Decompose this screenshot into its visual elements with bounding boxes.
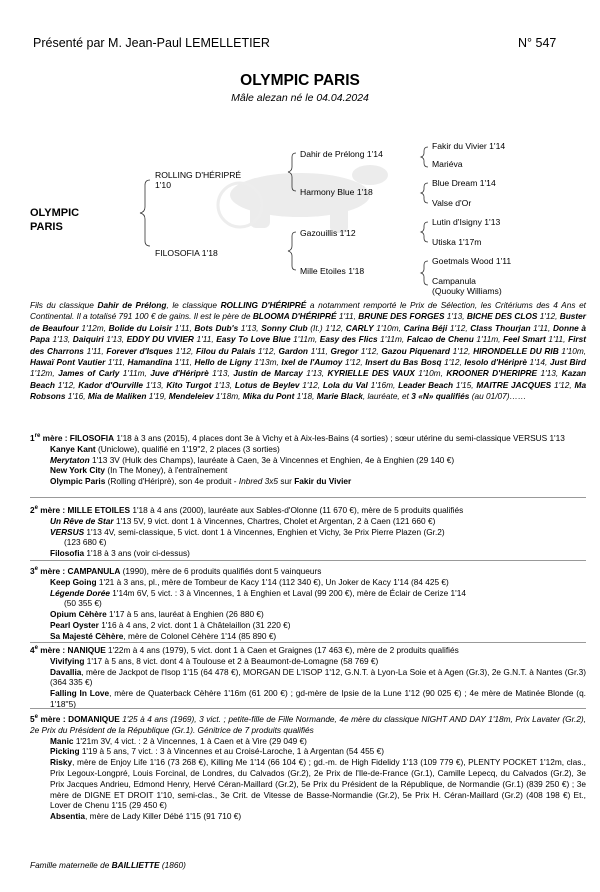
dsd: Utiska 1'17m	[432, 237, 482, 247]
sire-dam: Harmony Blue 1'18	[300, 187, 373, 197]
dam-name: FILOSOFIA 1'18	[155, 248, 218, 258]
sdd: Valse d'Or	[432, 198, 472, 208]
intro-paragraph: Fils du classique Dahir de Prélong, le classique ROLLING D'HÉRIPRÉ a notamment remporté le Prix de Sélection, les Critériums des 4 Ans et Continental. Il a totalisé 791 100 € de gains. Il est le père de BLOOMA D'HÉRIPRÉ 1'11, BRUNE DES FORGES 1'13, BICHE DES CLOS 1'12, Buster de Beaufour 1'12m, Bolide du Loisir 1'11, Bots Dub's 1'13, Sonny Club (It.) 1'12, CARLY 1'10m, Carina Béji 1'12, Class Thourjan 1'11, Donne à Papa 1'13, Daiquiri 1'13, EDDY DU VIVIER 1'11, Easy To Love Blue 1'11m, Easy des Flics 1'11m, Falcao de Chenu 1'11m, Feel Smart 1'11, First des Charrons 1'11, Forever d'Isques 1'12, Filou du Palais 1'12, Gardon 1'11, Gregor 1'12, Gazou Piquenard 1'12, HIRONDELLE DU RIB 1'10m, Hawaï Pont Vautier 1'11, Hamandina 1'11, Hello de Ligny 1'13m, Ixel de l'Aumoy 1'12, Insert du Bas Bosq 1'12, Iesolo d'Hériprè 1'14, Just Bird 1'12m, James of Carly 1'11m, Juve d'Hériprè 1'13, Justin de Marcay 1'13, KYRIELLE DES VAUX 1'10m, KROONER D'HERIPRE 1'13, Kazan Beach 1'12, Kador d'Ourville 1'13, Kito Turgot 1'13, Lotus de Beylev 1'12, Lola du Val 1'16m, Leader Beach 1'15, MAITRE JACQUES 1'12, Ma Robsons 1'16, Mia de Maliken 1'19, Mendeleiev 1'18m, Mika du Pont 1'18, Marie Black, lauréate, et 3 «N» qualifiés (au 01/07)……	[30, 300, 587, 402]
lot-number: N° 547	[518, 36, 557, 50]
dam-line-4: 4e mère : NANIQUE 1'22m à 4 ans (1979), 5 vict. dont 1 à Caen et Graignes (17 463 €), mère de 2 produits qualifiés Vivifying 1'17 à 5 ans, 8 vict. dont 4 à Toulouse et 2 à Beaumont-de-Lomagne (58 769 €) Davallia, mère de Jackpot de l'Isop 1'15 (64 478 €), MORGAN DE L'ISOP 1'12, G.N.T. à Lyon-La Soie et à Agen (Gr.3), 2e G.N.T. à Nantes (Gr.3) (364 335 €) Falling In Love, mère de Quaterback Cèhère 1'16m (61 200 €) ; gd-mère de Ipsie de la Lune 1'12 (90 025 €) ; 4e mère de Matinée Blonde (q. 1'18''5)	[30, 645, 586, 709]
dds: Goetmals Wood 1'11	[432, 256, 512, 266]
sds: Blue Dream 1'14	[432, 178, 496, 188]
sire-sire: Dahir de Prélong 1'14	[300, 149, 383, 159]
dam-line-3: 3e mère : CAMPANULA (1990), mère de 6 produits qualifiés dont 5 vainqueurs Keep Going 1'21 à 3 ans, pl., mère de Tombeur de Kacy 1'14 (112 340 €), Un Joker de Kacy 1'14 (84 425 €) Légende Dorée 1'14m 6V, 5 vict. : 3 à Vincennes, 1 à Enghien et Laval (99 200 €), mère de Éclair de Cerize 1'14 (50 355 €) Opium Cèhère 1'17 à 5 ans, lauréat à Enghien (26 880 €) Pearl Oyster 1'16 à 4 ans, 2 vict. dont 1 à Châtelaillon (31 220 €) Sa Majesté Cèhère, mère de Colonel Cèhère 1'14 (85 890 €)	[30, 566, 466, 641]
dss: Lutin d'Isigny 1'13	[432, 217, 501, 227]
maternal-family-note: Famille maternelle de BAILLIETTE (1860)	[30, 860, 186, 870]
horse-description: Mâle alezan né le 04.04.2024	[231, 92, 369, 104]
ssd: Mariéva	[432, 159, 463, 169]
ddd	[432, 276, 502, 296]
ddd-name: Campanula	[432, 276, 476, 286]
presenter-line: Présenté par M. Jean-Paul LEMELLETIER	[33, 36, 270, 50]
divider	[30, 708, 586, 709]
dam-sire: Gazouillis 1'12	[300, 228, 356, 238]
divider	[30, 642, 586, 643]
sulky-watermark	[218, 165, 388, 233]
sire-record: 1'10	[155, 180, 171, 190]
pedigree-horse-name	[30, 206, 79, 234]
ddd-sire: (Quouky Williams)	[432, 286, 502, 296]
divider	[30, 497, 586, 498]
horse-title: OLYMPIC PARIS	[240, 72, 360, 89]
horse-name-line2: PARIS	[30, 221, 63, 233]
sss: Fakir du Vivier 1'14	[432, 141, 506, 151]
dam-line-5: 5e mère : DOMANIQUE 1'25 à 4 ans (1969), 3 vict. ; petite-fille de Fille Normande, 4e mère du classique NIGHT AND DAY 1'18m, Prix Lavater (Gr.2), 2e Prix du Président de la République (Gr.1). Génitrice de 7 produits qualifiés Manic 1'21m 3V, 4 vict. : 2 à Vincennes, 1 à Caen et à Vire (29 049 €) Picking 1'19 à 5 ans, 7 vict. : 3 à Vincennes et au Croisé-Laroche, 1 à Argentan (54 455 €) Risky, mère de Enjoy Life 1'16 (73 268 €), Killing Me 1'14 (66 104 €) ; gd.-m. de High Fidelidy 1'13 (109 779 €), PLENTY POCKET 1'12m, clas., Prix Legoux-Longpré, Louis Forcinal, de Londres, du Calvados (Gr.2), 2e Prix de l'Ile-de-France (Gr.1), Camille Lepecq, du Calvados (Gr.2), 3e Prix Jacques Andrieu, Edmond Henry, Hervé Céran-Maillard (Gr.2), 5e Prix du Président de la République, de Normandie (Gr.1) (839 250 €) ; 3e mère de DIGNE ET DROIT 1'10, semi-clas., 3e Crit. de Vitesse de Basse-Normandie (Gr.2), 5e Prix H. Céran-Maillard (Gr.2) (408 198 €) Et., Lover de Chenu 1'15 (29 450 €) Absentia, mère de Lady Killer Débé 1'15 (91 710 €)	[30, 714, 587, 822]
sire-name	[155, 170, 241, 190]
sire-label: ROLLING D'HÉRIPRÉ	[155, 170, 242, 180]
divider	[30, 560, 586, 561]
horse-name-line1: OLYMPIC	[30, 207, 80, 219]
dam-dam: Mille Etoiles 1'18	[300, 266, 365, 276]
dam-line-1: 1re mère : FILOSOFIA 1'18 à 3 ans (2015), 4 places dont 3e à Vichy et à Aix-les-Bains (4 sorties) ; sœur utérine du semi-classique VERSUS 1'13 Kanye Kant (Uniclowe), qualifié en 1'19''2, 2 places (3 sorties) Merytaton 1'13 3V (Hulk des Champs), lauréate à Caen, 3e à Vincennes et Enghien, 4e à Enghien (29 140 €) New York City (In The Money), à l'entraînement Olympic Paris (Rolling d'Hériprè), son 4e produit - Inbred 3x5 sur Fakir du Vivier	[30, 433, 565, 487]
dam-line-2: 2e mère : MILLE ETOILES 1'18 à 4 ans (2000), lauréate aux Sables-d'Olonne (11 670 €), mère de 5 produits qualifiés Un Rêve de Star 1'13 5V, 9 vict. dont 1 à Vincennes, Chartres, Cholet et Argentan, 2 à Caen (121 660 €) VERSUS 1'13 4V, semi-classique, 5 vict. dont 1 à Vincennes, Enghien et Vichy, 3e Prix Pierre Plazen (Gr.2) (123 680 €) Filosofia 1'18 à 3 ans (voir ci-dessus)	[30, 505, 464, 559]
